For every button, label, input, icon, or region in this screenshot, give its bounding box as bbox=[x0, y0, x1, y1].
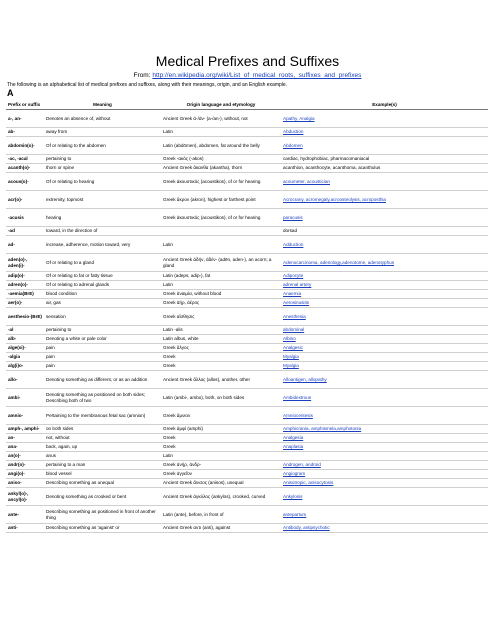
prefix-cell: ankyl(o)-, ancyl(o)- bbox=[6, 488, 44, 506]
example-cell[interactable]: Adenocarcinoma, adenology,adenotome, adenotyphus bbox=[281, 254, 488, 272]
prefix-cell: an(o)- bbox=[6, 452, 44, 461]
origin-cell: Greek ἀγγεῖον bbox=[161, 470, 281, 479]
meaning-cell: Denoting something as positioned on both sides; Describing both of two bbox=[44, 389, 161, 407]
origin-cell: Greek ἀναιμία, without blood bbox=[161, 290, 281, 299]
document-title: Medical Prefixes and Suffixes bbox=[155, 53, 340, 69]
meaning-cell: anus bbox=[44, 452, 161, 461]
table-row bbox=[6, 371, 488, 389]
meaning-cell: sensation bbox=[44, 308, 161, 326]
example-cell[interactable]: Adipocyte bbox=[281, 272, 488, 281]
prefix-cell: aniso- bbox=[6, 479, 44, 488]
meaning-cell: Denotes an absence of, without bbox=[44, 110, 161, 128]
meaning-cell: Denoting something as crooked or bent bbox=[44, 488, 161, 506]
meaning-cell: pertaining to bbox=[44, 155, 161, 164]
column-header-origin: Origin language and etymology bbox=[161, 100, 281, 110]
column-header-examples: Example(s) bbox=[281, 100, 488, 110]
origin-cell: Ancient Greek ἄνισος (anisos), unequal bbox=[161, 479, 281, 488]
table-row bbox=[6, 209, 488, 227]
prefix-cell: ante- bbox=[6, 506, 44, 524]
example-cell[interactable]: Alloantigen, allopathy bbox=[281, 371, 488, 389]
origin-cell: Greek ἀκουστικός (acoustikos), of or for hearing bbox=[161, 173, 281, 191]
example-cell[interactable]: Anaplasia bbox=[281, 443, 488, 452]
table-row bbox=[6, 362, 488, 371]
prefix-cell: alg(i)o- bbox=[6, 362, 44, 371]
meaning-cell: away from bbox=[44, 128, 161, 137]
prefix-cell: adip(o)- bbox=[6, 272, 44, 281]
origin-cell: Greek ἀμφί (amphi) bbox=[161, 425, 281, 434]
origin-cell: Greek ἀνήρ, ἀνδρ- bbox=[161, 461, 281, 470]
example-cell[interactable]: Angiogram bbox=[281, 470, 488, 479]
example-cell[interactable]: Adduction bbox=[281, 236, 488, 254]
example-cell: acanthion, acanthocyte, acanthoma, acanthulus bbox=[281, 164, 488, 173]
origin-cell: Greek bbox=[161, 353, 281, 362]
table-row bbox=[6, 326, 488, 335]
prefix-cell: -aemia(BrE) bbox=[6, 290, 44, 299]
origin-cell: Greek ἄμνιον bbox=[161, 407, 281, 425]
prefix-cell: angi(o)- bbox=[6, 470, 44, 479]
origin-cell: Greek αἴσθησις bbox=[161, 308, 281, 326]
prefix-cell: alb- bbox=[6, 335, 44, 344]
table-row bbox=[6, 461, 488, 470]
prefix-cell: -acusis bbox=[6, 209, 44, 227]
table-row bbox=[6, 299, 488, 308]
example-cell[interactable]: Amphicrania, amphismela,amphotonia bbox=[281, 425, 488, 434]
origin-cell: Latin (ante), before, in front of bbox=[161, 506, 281, 524]
meaning-cell: thorn or spine bbox=[44, 164, 161, 173]
meaning-cell: blood condition bbox=[44, 290, 161, 299]
prefix-cell: abdomin(o)- bbox=[6, 137, 44, 155]
example-cell[interactable]: Anesthesia bbox=[281, 308, 488, 326]
example-cell[interactable]: Abduction bbox=[281, 128, 488, 137]
origin-cell: Greek ἄκρον (akron), highest or farthest point bbox=[161, 191, 281, 209]
table-row bbox=[6, 290, 488, 299]
prefix-cell: -al bbox=[6, 326, 44, 335]
prefix-cell: andr(o)- bbox=[6, 461, 44, 470]
prefix-cell: aesthesio-(BrE) bbox=[6, 308, 44, 326]
source-link[interactable]: http://en.wikipedia.org/wiki/List_of_medical_roots,_suffixes_and_prefixes bbox=[152, 72, 362, 79]
prefix-cell: aer(o)- bbox=[6, 299, 44, 308]
prefix-cell: aden(o)-, aden(i)- bbox=[6, 254, 44, 272]
prefix-cell: ana- bbox=[6, 443, 44, 452]
example-cell[interactable]: Albino bbox=[281, 335, 488, 344]
table-row bbox=[6, 488, 488, 506]
prefix-cell: ab- bbox=[6, 128, 44, 137]
example-cell: cardiac, hydrophobiac, pharmacomaniacal bbox=[281, 155, 488, 164]
table-row bbox=[6, 227, 488, 236]
prefix-cell: ambi- bbox=[6, 389, 44, 407]
meaning-cell: pain bbox=[44, 344, 161, 353]
origin-cell: Ancient Greek ἄλλος (allos), another, other bbox=[161, 371, 281, 389]
table-row bbox=[6, 452, 488, 461]
table-row bbox=[6, 434, 488, 443]
example-cell[interactable]: Antibody, antipsychotic bbox=[281, 524, 488, 533]
table-row bbox=[6, 308, 488, 326]
meaning-cell: pain bbox=[44, 362, 161, 371]
table-row bbox=[6, 137, 488, 155]
column-header-meaning: Meaning bbox=[44, 100, 161, 110]
prefix-cell: acous(o)- bbox=[6, 173, 44, 191]
meaning-cell: blood vessel bbox=[44, 470, 161, 479]
example-cell[interactable]: Ankylosis bbox=[281, 488, 488, 506]
table-row bbox=[6, 272, 488, 281]
prefix-table bbox=[6, 100, 488, 533]
example-cell[interactable]: Anisotropic, anisocytosis bbox=[281, 479, 488, 488]
prefix-cell: adren(o)- bbox=[6, 281, 44, 290]
table-header-row bbox=[6, 100, 488, 110]
table-row bbox=[6, 236, 488, 254]
example-cell[interactable]: Anaemia bbox=[281, 290, 488, 299]
example-cell: dorsad bbox=[281, 227, 488, 236]
example-cell[interactable]: Myalgia bbox=[281, 353, 488, 362]
table-row bbox=[6, 389, 488, 407]
prefix-cell: ad- bbox=[6, 236, 44, 254]
table-row bbox=[6, 524, 488, 533]
example-cell[interactable]: adrenal artery bbox=[281, 281, 488, 290]
origin-cell bbox=[161, 227, 281, 236]
example-cell[interactable]: Amniocentesis bbox=[281, 407, 488, 425]
prefix-cell: acanth(o)- bbox=[6, 164, 44, 173]
meaning-cell: pain bbox=[44, 353, 161, 362]
example-cell[interactable]: Abdomen bbox=[281, 137, 488, 155]
origin-cell: Greek bbox=[161, 434, 281, 443]
intro-text: The following is an alphabetical list of medical prefixes and suffixes, along with their meanings, origin, and an English example. bbox=[7, 82, 288, 88]
example-cell[interactable]: Androgen, android bbox=[281, 461, 488, 470]
prefix-cell: a-, an- bbox=[6, 110, 44, 128]
table-row bbox=[6, 443, 488, 452]
origin-cell: Greek ἄλγος bbox=[161, 344, 281, 353]
meaning-cell: air, gas bbox=[44, 299, 161, 308]
table-row bbox=[6, 164, 488, 173]
meaning-cell: Of or relating to adrenal glands bbox=[44, 281, 161, 290]
meaning-cell: Describing something as positioned in front of another thing bbox=[44, 506, 161, 524]
meaning-cell: increase, adherence, motion toward, very bbox=[44, 236, 161, 254]
origin-cell: Ancient Greek ἀ-/ἀν- (a-/an-), without, not bbox=[161, 110, 281, 128]
origin-cell: Greek -ακός (-akos) bbox=[161, 155, 281, 164]
example-cell[interactable]: Apathy, Analgia bbox=[281, 110, 488, 128]
source-line bbox=[0, 72, 495, 80]
table-row bbox=[6, 407, 488, 425]
table-row bbox=[6, 173, 488, 191]
prefix-cell: anti- bbox=[6, 524, 44, 533]
table-row bbox=[6, 281, 488, 290]
meaning-cell: Of or relating to a gland bbox=[44, 254, 161, 272]
meaning-cell: hearing bbox=[44, 209, 161, 227]
meaning-cell: Pertaining to the membranous fetal sac (amnion) bbox=[44, 407, 161, 425]
meaning-cell: Of or relating to fat or fatty tissue bbox=[44, 272, 161, 281]
section-heading: A bbox=[7, 88, 14, 98]
meaning-cell: toward, in the direction of bbox=[44, 227, 161, 236]
meaning-cell: pertaining to a man bbox=[44, 461, 161, 470]
origin-cell: Latin (abdōmen), abdomen, fat around the belly bbox=[161, 137, 281, 155]
meaning-cell: pertaining to bbox=[44, 326, 161, 335]
prefix-cell: an- bbox=[6, 434, 44, 443]
table-row bbox=[6, 110, 488, 128]
prefix-cell: amnio- bbox=[6, 407, 44, 425]
meaning-cell: Denoting something as different, or as an addition bbox=[44, 371, 161, 389]
origin-cell: Latin (ambi-, ambo), both, on both sides bbox=[161, 389, 281, 407]
example-cell[interactable]: abdominal bbox=[281, 326, 488, 335]
meaning-cell: Describing something as unequal bbox=[44, 479, 161, 488]
table-row bbox=[6, 344, 488, 353]
table-row bbox=[6, 191, 488, 209]
table-row bbox=[6, 353, 488, 362]
prefix-cell: -ac, -acal bbox=[6, 155, 44, 164]
example-cell[interactable]: paracusis bbox=[281, 209, 488, 227]
meaning-cell: Denoting a white or pale color bbox=[44, 335, 161, 344]
origin-cell: Ancient Greek ἀδήν, ἀδέν- (adēn, aden-), an acorn; a gland bbox=[161, 254, 281, 272]
origin-cell: Latin albus, white bbox=[161, 335, 281, 344]
origin-cell: Latin bbox=[161, 236, 281, 254]
table-row bbox=[6, 506, 488, 524]
example-cell[interactable]: Myalgia bbox=[281, 362, 488, 371]
prefix-cell: -ad bbox=[6, 227, 44, 236]
table-row bbox=[6, 335, 488, 344]
origin-cell: Latin bbox=[161, 128, 281, 137]
example-cell[interactable]: antepartum bbox=[281, 506, 488, 524]
table-row bbox=[6, 425, 488, 434]
table-row bbox=[6, 155, 488, 164]
example-cell[interactable]: Acrocrany, acromegaly,acroosteolysis, acroposthia bbox=[281, 191, 488, 209]
origin-cell: Ancient Greek αντι (anti), against bbox=[161, 524, 281, 533]
meaning-cell: extremity, topmost bbox=[44, 191, 161, 209]
example-cell[interactable]: Analgesic bbox=[281, 344, 488, 353]
origin-cell: Ancient Greek ἀγκύλος (ankylos), crooked, curved bbox=[161, 488, 281, 506]
meaning-cell: Of or relating to the abdomen bbox=[44, 137, 161, 155]
example-cell bbox=[281, 452, 488, 461]
prefix-cell: alge(si)- bbox=[6, 344, 44, 353]
origin-cell: Ancient Greek ἄκανθα (akantha), thorn bbox=[161, 164, 281, 173]
example-cell[interactable]: acoumeter, acoustician bbox=[281, 173, 488, 191]
prefix-cell: allo- bbox=[6, 371, 44, 389]
prefix-cell: -algia bbox=[6, 353, 44, 362]
meaning-cell: Of or relating to hearing bbox=[44, 173, 161, 191]
origin-cell: Latin bbox=[161, 452, 281, 461]
origin-cell: Latin bbox=[161, 281, 281, 290]
table-row bbox=[6, 254, 488, 272]
meaning-cell: back, again, up bbox=[44, 443, 161, 452]
meaning-cell: Describing something as 'against' or bbox=[44, 524, 161, 533]
origin-cell: Latin (adeps, adip-), fat bbox=[161, 272, 281, 281]
origin-cell: Greek ἀκουστικός (acoustikos), of or for hearing bbox=[161, 209, 281, 227]
origin-cell: Greek bbox=[161, 443, 281, 452]
table-row bbox=[6, 470, 488, 479]
example-cell[interactable]: Aerosinusitis bbox=[281, 299, 488, 308]
column-header-prefix: Prefix or suffix bbox=[6, 100, 44, 110]
origin-cell: Latin -alis bbox=[161, 326, 281, 335]
table-row bbox=[6, 128, 488, 137]
meaning-cell: on both sides bbox=[44, 425, 161, 434]
from-label: From: bbox=[133, 72, 151, 79]
prefix-cell: amph-, amphi- bbox=[6, 425, 44, 434]
table-row bbox=[6, 479, 488, 488]
meaning-cell: not, without bbox=[44, 434, 161, 443]
origin-cell: Greek ἀήρ, ἀέρος bbox=[161, 299, 281, 308]
example-cell[interactable]: Ambidextrous bbox=[281, 389, 488, 407]
example-cell[interactable]: Analgesia bbox=[281, 434, 488, 443]
origin-cell: Greek bbox=[161, 362, 281, 371]
prefix-cell: acr(o)- bbox=[6, 191, 44, 209]
